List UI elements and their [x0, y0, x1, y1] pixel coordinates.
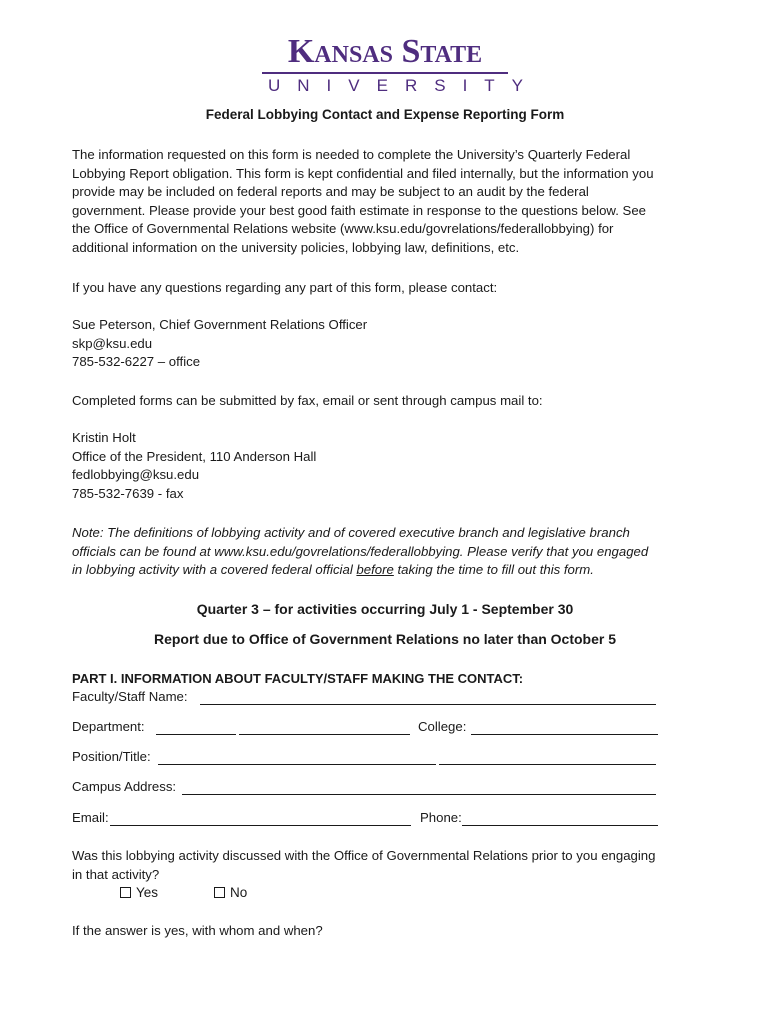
questions-line: If you have any questions regarding any part of this form, please contact:	[72, 280, 498, 295]
part1-title: PART I. INFORMATION ABOUT FACULTY/STAFF MAKING THE CONTACT:	[72, 671, 524, 686]
quarter-heading: Quarter 3 – for activities occurring July 1 - September 30	[196, 601, 574, 617]
note-line3-pre: in lobbying activity with a covered federal official	[72, 562, 357, 578]
submit-to-fax: 785-532-7639 - fax	[72, 485, 184, 501]
yes-label: Yes	[136, 885, 159, 900]
department-label: Department:	[72, 719, 145, 734]
email-label: Email:	[72, 810, 109, 825]
intro-line: The information requested on this form is needed to complete the University’s Quarterly Federal	[72, 147, 631, 162]
logo-rule	[262, 72, 508, 74]
position-field-a[interactable]	[158, 764, 436, 765]
note-block	[72, 524, 702, 580]
no-checkbox[interactable]	[214, 887, 225, 898]
name-label: Faculty/Staff Name:	[72, 689, 188, 704]
intro-line: provide may be included on federal reports and may be subject to an audit by the federal	[72, 184, 589, 200]
question-line: Was this lobbying activity discussed with the Office of Governmental Relations prior to you engaging	[72, 848, 656, 863]
contact-email: skp@ksu.edu	[72, 335, 153, 351]
address-field[interactable]	[182, 794, 656, 795]
kansas-state-logo	[260, 33, 541, 96]
email-field[interactable]	[110, 825, 411, 826]
department-field-b[interactable]	[239, 734, 410, 735]
intro-paragraph	[72, 146, 702, 258]
note-line: Note: The definitions of lobbying activity and of covered executive branch and legislative branch	[72, 525, 630, 540]
no-option[interactable]	[214, 884, 247, 902]
logo-subtitle: UNIVERSITY	[268, 76, 541, 95]
intro-line: the Office of Governmental Relations website (www.ksu.edu/govrelations/federallobbying) for	[72, 221, 614, 237]
address-label: Campus Address:	[72, 779, 177, 794]
intro-line: Lobbying Report obligation. This form is kept confidential and filed internally, but the information you	[72, 165, 654, 181]
phone-label: Phone:	[420, 810, 462, 825]
contact-phone: 785-532-6227 – office	[72, 354, 201, 370]
phone-field[interactable]	[462, 825, 658, 826]
intro-line: government. Please provide your best good faith estimate in response to the questions below. See	[72, 202, 647, 218]
submit-to-office: Office of the President, 110 Anderson Hall	[72, 448, 317, 464]
note-line	[72, 561, 702, 580]
due-heading: Report due to Office of Government Relations no later than October 5	[153, 631, 617, 647]
intro-line: additional information on the university policies, lobbying law, definitions, etc.	[72, 239, 520, 255]
yes-option[interactable]	[120, 884, 158, 902]
logo-wordmark: Kansas State	[287, 33, 483, 70]
position-label: Position/Title:	[72, 749, 151, 764]
submit-to-block	[72, 429, 702, 503]
no-label: No	[230, 885, 248, 900]
note-line3-post: taking the time to fill out this form.	[393, 562, 594, 578]
note-line: officials can be found at www.ksu.edu/govrelations/federallobbying. Please verify that you engaged	[72, 543, 649, 559]
submit-line: Completed forms can be submitted by fax, email or sent through campus mail to:	[72, 393, 543, 408]
department-field-a[interactable]	[156, 734, 236, 735]
submit-to-name: Kristin Holt	[72, 430, 136, 445]
position-field-b[interactable]	[439, 764, 656, 765]
college-field[interactable]	[471, 734, 658, 735]
contact-name: Sue Peterson, Chief Government Relations Officer	[72, 317, 368, 332]
contact-block	[72, 316, 702, 372]
submit-to-email: fedlobbying@ksu.edu	[72, 467, 200, 483]
question-line: in that activity?	[72, 866, 160, 882]
college-label: College:	[418, 719, 467, 734]
note-underlined-before: before	[356, 562, 394, 578]
form-title: Federal Lobbying Contact and Expense Reporting Form	[205, 107, 565, 122]
yes-checkbox[interactable]	[120, 887, 131, 898]
question-block	[72, 847, 702, 884]
followup-question: If the answer is yes, with whom and when?	[72, 923, 323, 938]
name-field[interactable]	[200, 704, 656, 705]
